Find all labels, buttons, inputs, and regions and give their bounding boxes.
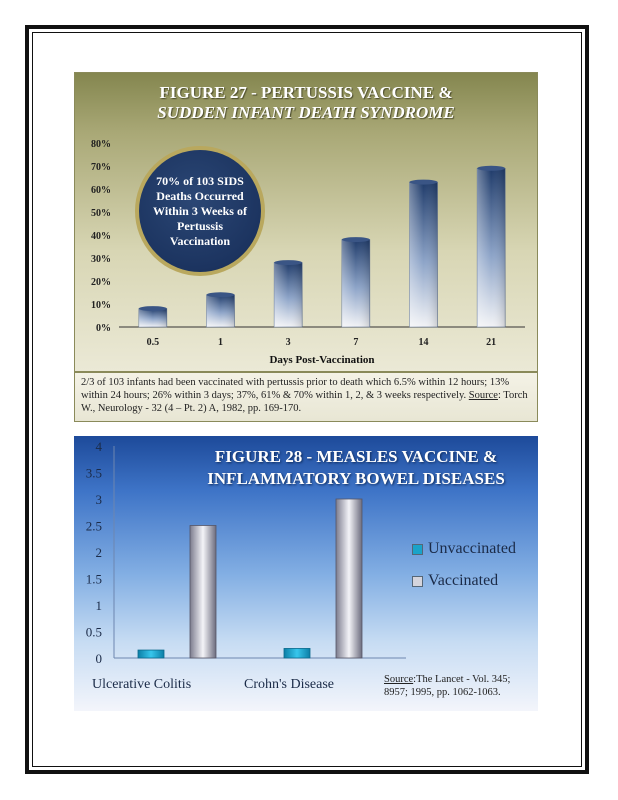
y-tick-label: 1.5 <box>85 571 102 587</box>
figure-28-title-line2: INFLAMMATORY BOWEL DISEASES <box>207 469 505 488</box>
bar-unvaccinated <box>284 648 310 658</box>
bar-top <box>410 180 438 185</box>
figure-27-caption <box>74 372 538 422</box>
figure-28-legend <box>412 533 516 597</box>
figure-27-caption-text: 2/3 of 103 infants had been vaccinated with pertussis prior to death which 6.5% within 12 hours; 13% within 24 hours; 26% within 3 days; 37%, 61% & 70% within 1, 2, & 3 weeks respectively. <box>81 377 510 401</box>
figure-28-title <box>174 446 538 490</box>
figure-27-title-line1: FIGURE 27 - PERTUSSIS VACCINE & <box>159 83 453 102</box>
bar-highlight <box>207 295 235 327</box>
x-tick-label: 14 <box>418 337 429 348</box>
legend-label-vaccinated: Vaccinated <box>428 572 499 589</box>
legend-swatch-vaccinated <box>412 576 423 587</box>
legend-item-unvaccinated <box>412 533 516 565</box>
y-tick-label: 50% <box>91 208 111 219</box>
figure-27-callout <box>135 146 265 276</box>
y-tick-label: 80% <box>91 139 111 150</box>
bar-unvaccinated <box>138 650 164 658</box>
y-tick-label: 40% <box>91 231 111 242</box>
y-tick-label: 2.5 <box>85 518 102 534</box>
y-tick-label: 2 <box>95 545 102 560</box>
x-tick-label: 3 <box>285 337 291 348</box>
figure-27-callout-text: 70% of 103 SIDS Deaths Occurred Within 3 Weeks of Pertussis Vaccination <box>153 173 247 248</box>
bar-highlight <box>274 263 302 327</box>
y-tick-label: 3 <box>95 492 102 507</box>
y-tick-label: 30% <box>91 254 111 265</box>
bar-highlight <box>342 240 370 327</box>
figure-27-source-text: : Torch W., Neurology - 32 (4 – Pt. 2) A, 1982, pp. 169-170. <box>81 390 528 414</box>
bar-highlight <box>139 309 167 327</box>
figure-28-chart <box>74 436 538 711</box>
bar-top <box>207 292 235 297</box>
legend-item-vaccinated <box>412 565 516 597</box>
x-tick-label: 7 <box>353 337 359 348</box>
bar-top <box>342 237 370 242</box>
figure-28-category-crohns: Crohn's Disease <box>244 677 335 692</box>
figure-28-title-line1: FIGURE 28 - MEASLES VACCINE & <box>214 447 498 466</box>
x-tick-label: 0.5 <box>146 337 160 348</box>
bar-vaccinated <box>190 526 216 659</box>
figure-28-source <box>384 673 534 699</box>
figure-28-category-ulcerative: Ulcerative Colitis <box>92 677 192 692</box>
bar-top <box>274 260 302 265</box>
figure-27-title-line2: SUDDEN INFANT DEATH SYNDROME <box>157 103 455 122</box>
y-tick-label: 70% <box>91 162 111 173</box>
x-tick-label: 21 <box>486 337 497 348</box>
figure-27-source-label: Source <box>468 390 498 401</box>
y-tick-label: 0% <box>96 323 111 334</box>
y-tick-label: 0.5 <box>85 624 102 640</box>
bar-highlight <box>477 168 505 327</box>
legend-label-unvaccinated: Unvaccinated <box>428 540 516 557</box>
y-tick-label: 10% <box>91 300 111 311</box>
figure-28-source-text: :The Lancet - Vol. 345; 8957; 1995, pp. 1062-1063. <box>384 674 511 698</box>
y-tick-label: 4 <box>95 439 102 454</box>
bar-vaccinated <box>336 499 362 658</box>
legend-swatch-unvaccinated <box>412 544 423 555</box>
y-tick-label: 20% <box>91 277 111 288</box>
y-tick-label: 3.5 <box>85 465 102 481</box>
y-tick-label: 60% <box>91 185 111 196</box>
bar-top <box>139 306 167 311</box>
bar-top <box>477 166 505 171</box>
x-axis-title: Days Post-Vaccination <box>269 354 375 366</box>
y-tick-label: 1 <box>95 598 102 613</box>
figure-28-source-label: Source <box>384 674 414 685</box>
bar-highlight <box>410 182 438 327</box>
figure-27-chart <box>74 72 538 372</box>
y-tick-label: 0 <box>95 651 102 666</box>
x-tick-label: 1 <box>218 337 223 348</box>
